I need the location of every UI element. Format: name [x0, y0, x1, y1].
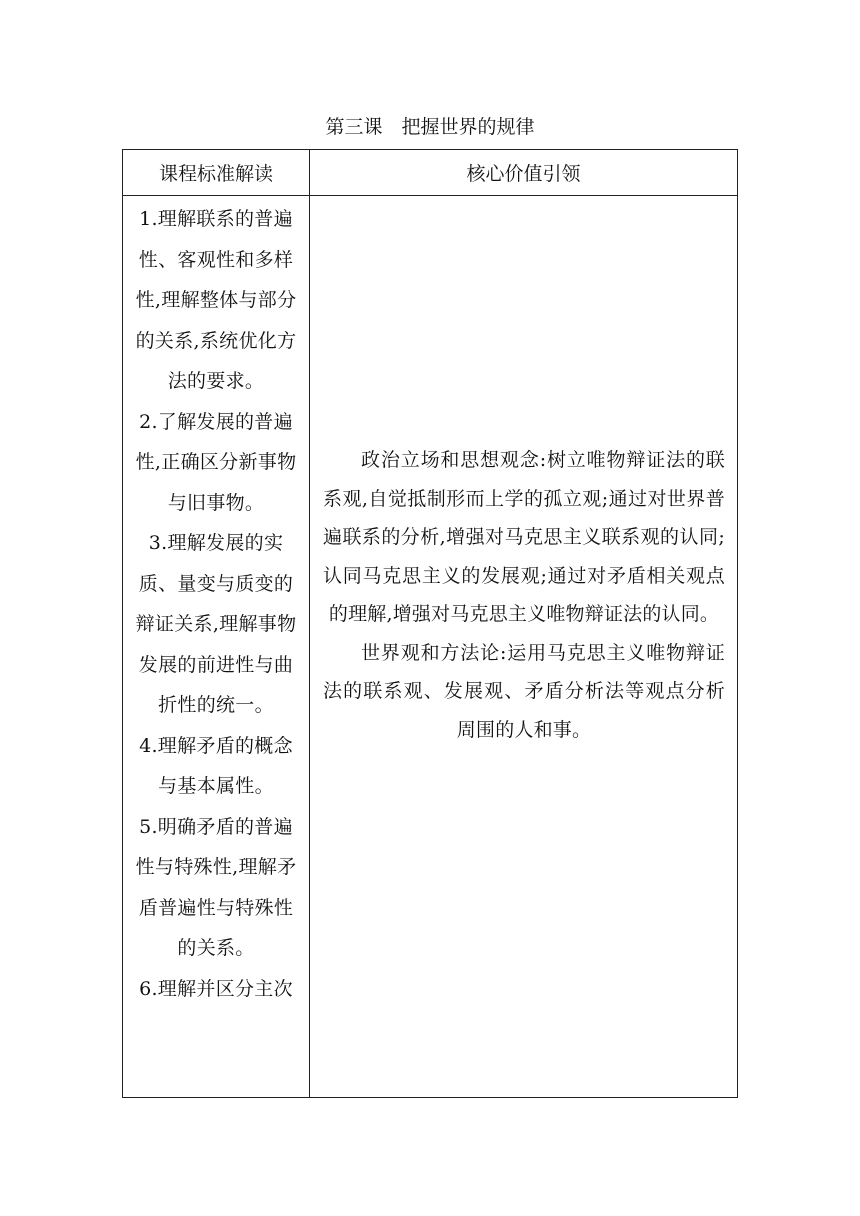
curriculum-table	[122, 149, 738, 1098]
curriculum-standard-list	[123, 199, 309, 1009]
list-item: 5.明确矛盾的普遍性与特殊性,理解矛盾普遍性与特殊性的关系。	[135, 815, 297, 959]
table-header-row	[123, 150, 738, 196]
core-values-cell	[310, 196, 738, 1098]
core-values-paragraph: 世界观和方法论:运用马克思主义唯物辩证法的联系观、发展观、矛盾分析法等观点分析周围的人和事。	[323, 641, 725, 741]
list-item: 3.理解发展的实质、量变与质变的辩证关系,理解事物发展的前进性与曲折性的统一。	[135, 532, 297, 716]
list-item: 1.理解联系的普遍性、客观性和多样性,理解整体与部分的关系,系统优化方法的要求。	[135, 208, 297, 392]
list-item: 6.理解并区分主次	[139, 977, 293, 1000]
list-item: 4.理解矛盾的概念与基本属性。	[139, 734, 293, 797]
curriculum-standard-cell	[123, 196, 310, 1098]
table-body-row	[123, 196, 738, 1098]
core-values-paragraph: 政治立场和思想观念:树立唯物辩证法的联系观,自觉抵制形而上学的孤立观;通过对世界普遍联系的分析,增强对马克思主义联系观的认同;认同马克思主义的发展观;通过对矛盾相关观点的理解,增强对马克思主义唯物辩证法的认同。	[323, 449, 725, 625]
page-title: 第三课 把握世界的规律	[325, 116, 535, 138]
list-item: 2.了解发展的普遍性,正确区分新事物与旧事物。	[135, 410, 297, 514]
header-core-values: 核心价值引领	[310, 150, 738, 196]
header-curriculum-standard: 课程标准解读	[123, 150, 310, 196]
